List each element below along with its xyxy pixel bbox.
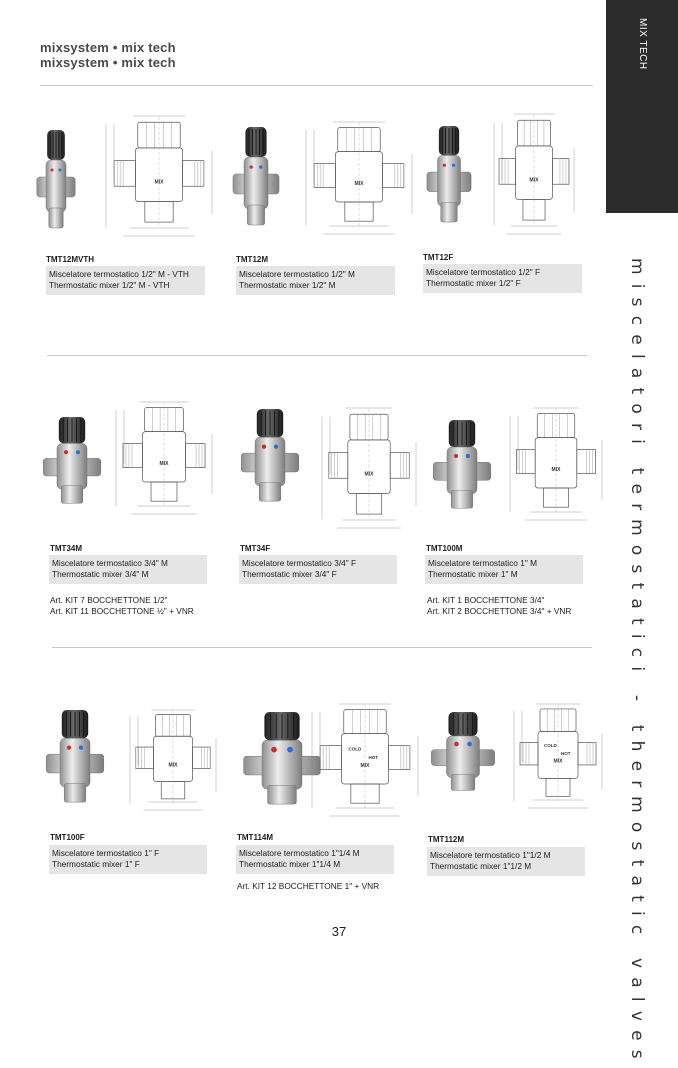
drawing-label-mix: MIX — [168, 762, 178, 769]
product-photo — [232, 127, 280, 227]
description-en: Thermostatic mixer 1/2" M - VTH — [49, 280, 170, 290]
drawing-label-mix: MIX — [360, 763, 370, 770]
description-it: Miscelatore termostatico 1/2" F — [426, 267, 541, 277]
description-en: Thermostatic mixer 1"1/2 M — [430, 861, 532, 871]
description-en: Thermostatic mixer 3/4" F — [242, 569, 337, 579]
description-it: Miscelatore termostatico 1/2" M - VTH — [49, 269, 189, 279]
product-photo — [426, 126, 472, 224]
drawing-label-cold: COLD — [348, 746, 362, 752]
description-it: Miscelatore termostatico 1" M — [428, 558, 537, 568]
kit-item: Art. KIT 12 BOCCHETTONE 1" + VNR — [237, 881, 380, 891]
product-code: TMT34F — [240, 544, 271, 553]
technical-drawing — [488, 110, 580, 238]
product-code: TMT12M — [236, 255, 268, 264]
kit-item: Art. KIT 2 BOCCHETTONE 3/4" + VNR — [427, 605, 572, 616]
drawing-label-mix: MIX — [551, 467, 561, 474]
kit-list — [50, 595, 194, 616]
section-vertical-title: miscelatori termostatici - thermostatic valves — [627, 258, 647, 1068]
kit-list — [237, 881, 379, 892]
drawing-label-mix: MIX — [553, 758, 563, 765]
description-en: Thermostatic mixer 1/2" F — [426, 278, 521, 288]
technical-drawing — [508, 700, 608, 812]
drawing-label-mix: MIX — [159, 461, 169, 468]
product-description — [425, 555, 583, 584]
product-code: TMT34M — [50, 544, 82, 553]
product-photo — [430, 712, 496, 792]
technical-drawing — [300, 118, 418, 238]
product-code: TMT112M — [428, 835, 465, 844]
row-divider-1 — [47, 355, 587, 356]
kit-list — [427, 595, 571, 616]
row-divider-2 — [52, 647, 592, 648]
product-description — [236, 266, 395, 295]
product-description — [239, 555, 397, 584]
product-code: TMT12MVTH — [46, 255, 94, 264]
description-it: Miscelatore termostatico 1/2" M — [239, 269, 355, 279]
description-en: Thermostatic mixer 1"1/4 M — [239, 859, 341, 869]
description-en: Thermostatic mixer 1" F — [52, 859, 140, 869]
drawing-label-mix: MIX — [529, 177, 539, 184]
product-code: TMT100F — [50, 833, 85, 842]
drawing-label-cold: COLD — [544, 743, 557, 749]
product-photo — [42, 417, 102, 505]
product-code: TMT12F — [423, 253, 454, 262]
section-tab-label: MIX TECH — [637, 18, 648, 70]
drawing-label-mix: MIX — [154, 179, 164, 186]
product-photo — [36, 130, 76, 230]
drawing-label-mix: MIX — [354, 181, 364, 188]
technical-drawing — [316, 404, 422, 532]
drawing-label-hot: HOT — [561, 750, 571, 756]
product-description — [427, 847, 585, 876]
description-it: Miscelatore termostatico 1"1/4 M — [239, 848, 360, 858]
drawing-label-mix: MIX — [364, 471, 374, 478]
technical-drawing — [100, 112, 218, 240]
kit-item: Art. KIT 1 BOCCHETTONE 3/4" — [427, 595, 545, 605]
product-photo — [432, 420, 492, 510]
product-photo — [240, 409, 300, 503]
brand-line-2: mixsystem • mix tech — [40, 55, 176, 70]
product-photo — [45, 710, 105, 804]
description-it: Miscelatore termostatico 3/4" M — [52, 558, 168, 568]
section-tab — [606, 0, 678, 213]
kit-item: Art. KIT 7 BOCCHETTONE 1/2" — [50, 595, 168, 605]
header-divider — [40, 85, 593, 86]
brand-line-1: mixsystem • mix tech — [40, 40, 176, 55]
product-description — [49, 555, 207, 584]
page-number: 37 — [331, 924, 347, 939]
description-en: Thermostatic mixer 1/2" M — [239, 280, 336, 290]
technical-drawing — [110, 398, 218, 518]
description-en: Thermostatic mixer 3/4" M — [52, 569, 149, 579]
description-it: Miscelatore termostatico 1"1/2 M — [430, 850, 551, 860]
product-code: TMT114M — [237, 833, 274, 842]
technical-drawing — [124, 706, 222, 814]
description-it: Miscelatore termostatico 1" F — [52, 848, 160, 858]
description-it: Miscelatore termostatico 3/4" F — [242, 558, 357, 568]
product-description — [236, 845, 394, 874]
product-description — [423, 264, 582, 293]
kit-item: Art. KIT 11 BOCCHETTONE ½" + VNR — [50, 605, 194, 616]
technical-drawing — [504, 404, 608, 524]
product-code: TMT100M — [426, 544, 463, 553]
product-description — [46, 266, 205, 295]
description-en: Thermostatic mixer 1" M — [428, 569, 518, 579]
drawing-label-hot: HOT — [368, 754, 379, 760]
technical-drawing — [306, 700, 424, 820]
product-description — [49, 845, 207, 874]
